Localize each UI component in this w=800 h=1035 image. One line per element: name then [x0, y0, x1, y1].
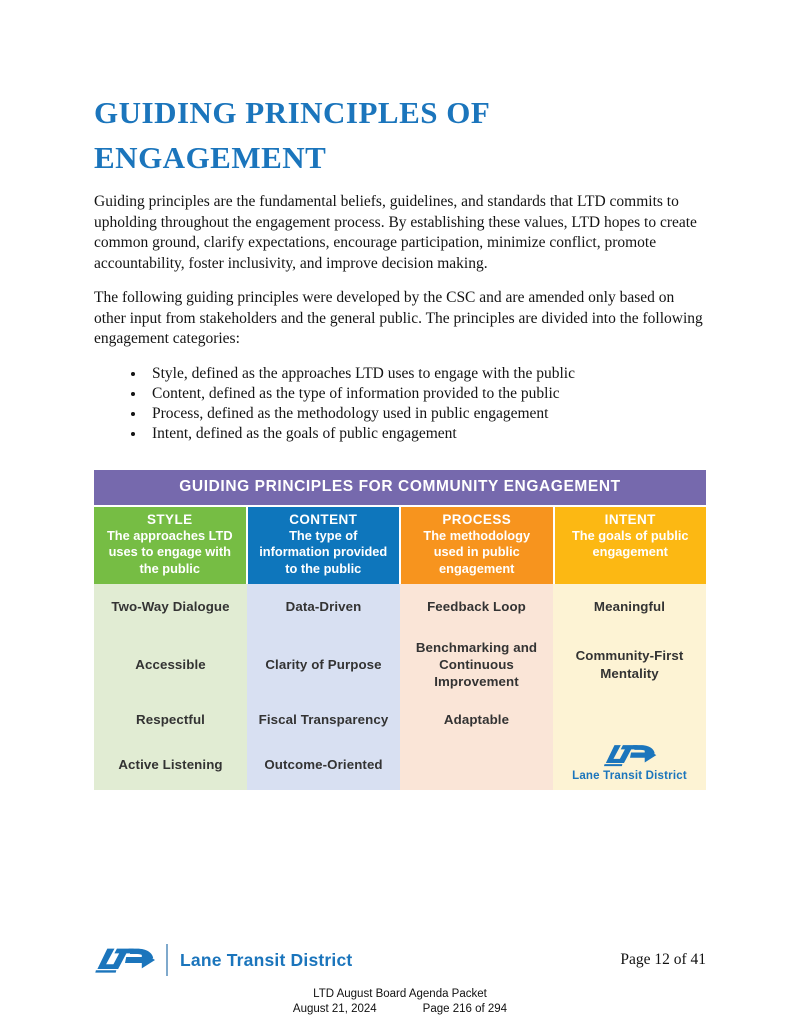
column-title-style: STYLE	[146, 511, 193, 527]
table-banner: GUIDING PRINCIPLES FOR COMMUNITY ENGAGEMENT	[94, 470, 706, 505]
footer-brand-name: Lane Transit District	[180, 949, 353, 970]
page-content	[94, 90, 706, 790]
packet-page-number: Page 216 of 294	[422, 1003, 508, 1015]
packet-title-line: LTD August Board Agenda Packet	[313, 988, 487, 1000]
table-cell: Adaptable	[400, 700, 553, 740]
table-cell: Data-Driven	[247, 584, 400, 630]
packet-date: August 21, 2024	[292, 1003, 377, 1015]
table-cell: Fiscal Transparency	[247, 700, 400, 740]
category-bullet-list	[94, 364, 706, 444]
page-title-line1: GUIDING PRINCIPLES OF	[94, 95, 491, 130]
column-subtitle-intent: The goals of public engagement	[571, 527, 689, 560]
bullet-content: • Content, defined as the type of information provided to the public	[146, 384, 706, 404]
ltd-logo-icon	[94, 945, 156, 975]
header-cell-style	[94, 507, 246, 584]
table-cell	[400, 740, 553, 790]
column-subtitle-style: The approaches LTD uses to engage with the public	[106, 527, 233, 577]
page-title-line2: ENGAGEMENT	[94, 140, 327, 175]
bullet-intent: • Intent, defined as the goals of public engagement	[146, 424, 706, 444]
categories-paragraph: The following guiding principles were developed by the CSC and are amended only based on other input from stakeholders and the general public. The principles are divided into the following engagement categories:	[94, 289, 703, 347]
ltd-logo-icon	[592, 742, 668, 768]
header-cell-process	[401, 507, 553, 584]
header-cell-intent	[555, 507, 707, 584]
guiding-principles-table	[94, 470, 706, 790]
bullet-process: • Process, defined as the methodology used in public engagement	[146, 404, 706, 424]
column-title-content: CONTENT	[289, 511, 358, 527]
table-cell	[553, 700, 706, 740]
table-cell: Meaningful	[553, 584, 706, 630]
packet-meta-line	[0, 1002, 800, 1017]
packet-footer-note	[0, 987, 800, 1017]
table-body	[94, 584, 706, 790]
column-title-process: PROCESS	[442, 511, 512, 527]
table-cell: Respectful	[94, 700, 247, 740]
column-subtitle-content: The type of information provided to the public	[259, 527, 388, 577]
bullet-style: • Style, defined as the approaches LTD uses to engage with the public	[146, 364, 706, 384]
table-cell: Outcome-Oriented	[247, 740, 400, 790]
column-title-intent: INTENT	[604, 511, 656, 527]
intro-paragraph: Guiding principles are the fundamental beliefs, guidelines, and standards that LTD commits to upholding throughout the engagement process. By establishing these values, LTD hopes to create common ground, clarify expectations, encourage participation, minimize conflict, promote accountability, foster inclusivity, and improve decision making.	[94, 193, 697, 272]
table-cell: Feedback Loop	[400, 584, 553, 630]
table-cell: Accessible	[94, 630, 247, 700]
ltd-logo-caption: Lane Transit District	[572, 769, 687, 782]
table-cell: Community-First Mentality	[553, 630, 706, 700]
table-cell: Active Listening	[94, 740, 247, 790]
page-title	[94, 90, 706, 180]
brand-divider	[166, 944, 168, 976]
page-footer	[94, 944, 706, 976]
column-subtitle-process: The methodology used in public engagement	[423, 527, 531, 577]
table-cell: Clarity of Purpose	[247, 630, 400, 700]
table-header-row	[94, 507, 706, 584]
table-logo-cell	[553, 740, 706, 790]
table-cell: Two-Way Dialogue	[94, 584, 247, 630]
table-cell: Benchmarking and Continuous Improvement	[400, 630, 553, 700]
page-number-label: Page 12 of 41	[620, 951, 706, 968]
header-cell-content	[248, 507, 400, 584]
footer-brand-lockup	[94, 944, 352, 976]
